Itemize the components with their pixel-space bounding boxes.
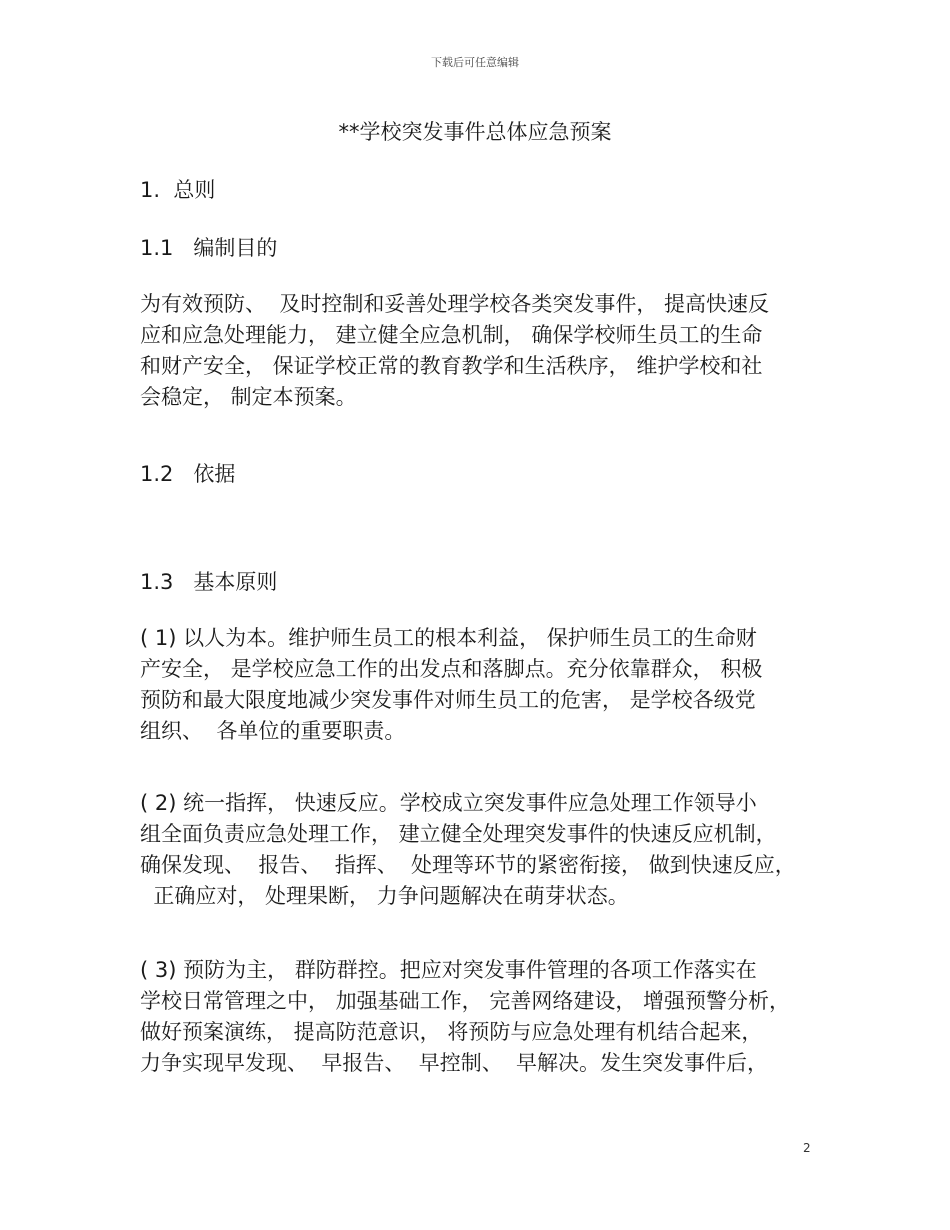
document-title: **学校突发事件总体应急预案 [338, 120, 612, 144]
paragraph-line: 组全面负责应急处理工作， 建立健全处理突发事件的快速反应机制， [140, 822, 777, 846]
paragraph-line: 和财产安全， 保证学校正常的教育教学和生活秩序， 维护学校和社 [140, 354, 763, 378]
page-number: 2 [803, 1141, 811, 1155]
paragraph-line: ( 3) 预防为主， 群防群控。把应对突发事件管理的各项工作落实在 [140, 958, 757, 982]
paragraph-line: 产安全， 是学校应急工作的出发点和落脚点。充分依靠群众， 积极 [140, 657, 763, 681]
paragraph-line: ( 2) 统一指挥， 快速反应。学校成立突发事件应急处理工作领导小 [140, 791, 757, 815]
section-heading-purpose: 1.1 编制目的 [140, 236, 278, 260]
section-heading-basis: 1.2 依据 [140, 462, 236, 486]
section-heading-general: 1. 总则 [140, 178, 216, 202]
paragraph-line: 学校日常管理之中， 加强基础工作， 完善网络建设， 增强预警分析， [140, 989, 791, 1013]
paragraph-principle-3 [140, 955, 820, 1079]
paragraph-line: 做好预案演练， 提高防范意识， 将预防与应急处理有机结合起来， [140, 1020, 763, 1044]
paragraph-line: 确保发现、 报告、 指挥、 处理等环节的紧密衔接， 做到快速反应， [140, 853, 796, 877]
header-note: 下载后可任意编辑 [431, 56, 519, 69]
paragraph-line: 应和应急处理能力， 建立健全应急机制， 确保学校师生员工的生命 [140, 323, 763, 347]
paragraph-principle-1 [140, 623, 820, 747]
paragraph-line: 组织、 各单位的重要职责。 [140, 719, 406, 743]
section-heading-principles: 1.3 基本原则 [140, 570, 278, 594]
paragraph-line: 预防和最大限度地减少突发事件对师生员工的危害， 是学校各级党 [140, 688, 756, 712]
paragraph-line: 为有效预防、 及时控制和妥善处理学校各类突发事件， 提高快速反 [140, 292, 770, 316]
paragraph-purpose [140, 289, 820, 413]
paragraph-line: 力争实现早发现、 早报告、 早控制、 早解决。发生突发事件后， [140, 1051, 769, 1075]
paragraph-line: 正确应对， 处理果断， 力争问题解决在萌芽状态。 [140, 884, 629, 908]
paragraph-line: ( 1) 以人为本。维护师生员工的根本利益， 保护师生员工的生命财 [140, 626, 757, 650]
paragraph-line: 会稳定， 制定本预案。 [140, 385, 357, 409]
paragraph-principle-2 [140, 788, 820, 912]
